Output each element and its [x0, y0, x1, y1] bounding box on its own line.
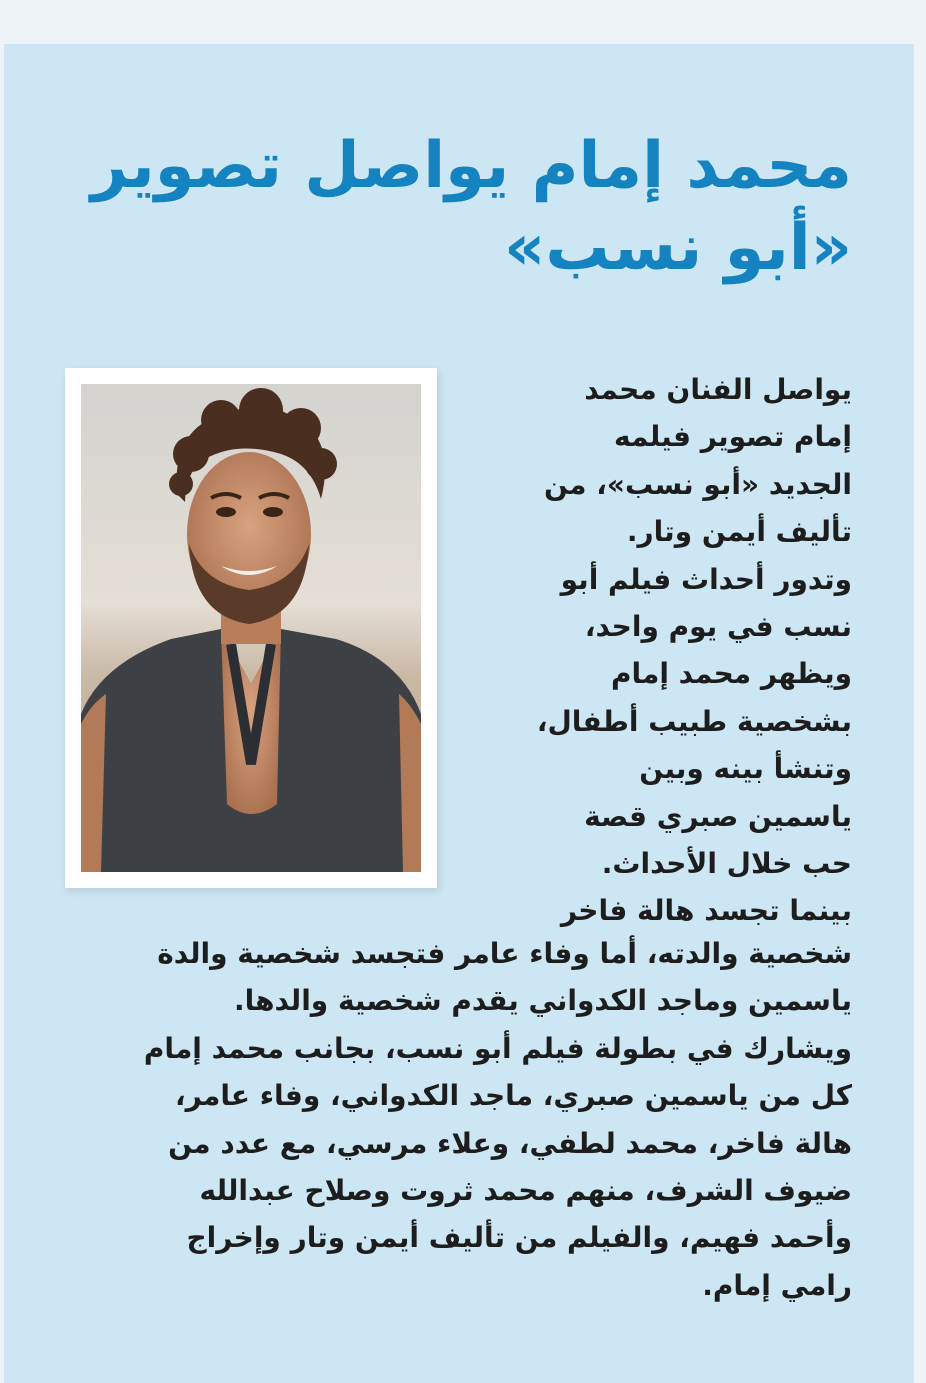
actor-photo [81, 384, 421, 872]
body-line: وأحمد فهيم، والفيلم من تأليف أيمن وتار وإخراج [186, 1221, 852, 1255]
headline-line-1: محمد إمام يواصل تصوير [90, 129, 852, 203]
body-line: الجديد «أبو نسب»، من [543, 467, 852, 501]
body-line: شخصية والدته، أما وفاء عامر فتجسد شخصية والدة [157, 937, 852, 970]
body-line: حب خلال الأحداث. [601, 847, 852, 881]
body-line: نسب في يوم واحد، [584, 610, 852, 644]
article-body-lower [76, 930, 852, 1309]
body-line: ياسمين صبري قصة [584, 799, 852, 833]
body-line: ويظهر محمد إمام [610, 657, 852, 691]
body-line: هالة فاخر، محمد لطفي، وعلاء مرسي، مع عدد من [168, 1126, 852, 1160]
body-line: بينما تجسد هالة فاخر [560, 894, 852, 928]
article-headline [92, 125, 852, 289]
headline-line-2: «أبو نسب» [504, 211, 852, 285]
body-line: كل من ياسمين صبري، ماجد الكدواني، وفاء عامر، [174, 1079, 852, 1113]
body-line: إمام تصوير فيلمه [614, 420, 852, 454]
actor-photo-illustration [81, 384, 421, 872]
body-line: بشخصية طبيب أطفال، [536, 704, 852, 738]
body-line: ويشارك في بطولة فيلم أبو نسب، بجانب محمد إمام [143, 1031, 852, 1065]
body-line: تأليف أيمن وتار. [626, 515, 852, 549]
photo-frame [65, 368, 437, 888]
body-line: ضيوف الشرف، منهم محمد ثروت وصلاح عبدالله [199, 1174, 852, 1208]
body-line: وتنشأ بينه وبين [639, 752, 852, 786]
body-line: ياسمين وماجد الكدواني يقدم شخصية والدها. [233, 984, 852, 1018]
body-line: رامي إمام. [702, 1268, 852, 1302]
article-body-upper [496, 366, 852, 935]
body-line: وتدور أحداث فيلم أبو [560, 562, 852, 596]
body-line: يواصل الفنان محمد [584, 373, 852, 406]
